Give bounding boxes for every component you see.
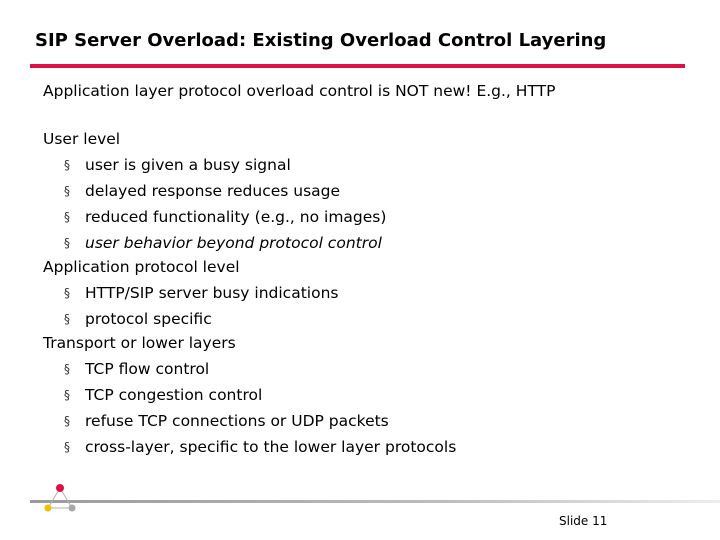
list-item: cross-layer, specific to the lower layer protocols [85,438,457,456]
intro-text: Application layer protocol overload control is NOT new! E.g., HTTP [43,82,556,100]
network-nodes-logo-icon [38,480,80,522]
slide-number: Slide 11 [559,514,608,528]
section-heading-user-level: User level [43,130,121,148]
list-item: user is given a busy signal [85,156,291,174]
bullet-icon: § [64,236,70,250]
list-item: delayed response reduces usage [85,182,341,200]
bullet-icon: § [64,362,70,376]
bullet-icon: § [64,158,70,172]
list-item: refuse TCP connections or UDP packets [85,412,389,430]
list-item: reduced functionality (e.g., no images) [85,208,387,226]
section-heading-application-protocol-level: Application protocol level [43,258,240,276]
list-item: TCP flow control [85,360,210,378]
bullet-icon: § [64,414,70,428]
footer-rule [30,500,720,503]
section-heading-transport-layers: Transport or lower layers [43,334,236,352]
bullet-icon: § [64,286,70,300]
title-underline [30,64,685,68]
bullet-icon: § [64,388,70,402]
slide-title: SIP Server Overload: Existing Overload Control Layering [35,30,607,51]
list-item: protocol specific [85,310,212,328]
bullet-icon: § [64,312,70,326]
list-item: TCP congestion control [85,386,263,404]
bullet-icon: § [64,440,70,454]
list-item: user behavior beyond protocol control [85,234,382,252]
bullet-icon: § [64,210,70,224]
bullet-icon: § [64,184,70,198]
list-item: HTTP/SIP server busy indications [85,284,339,302]
